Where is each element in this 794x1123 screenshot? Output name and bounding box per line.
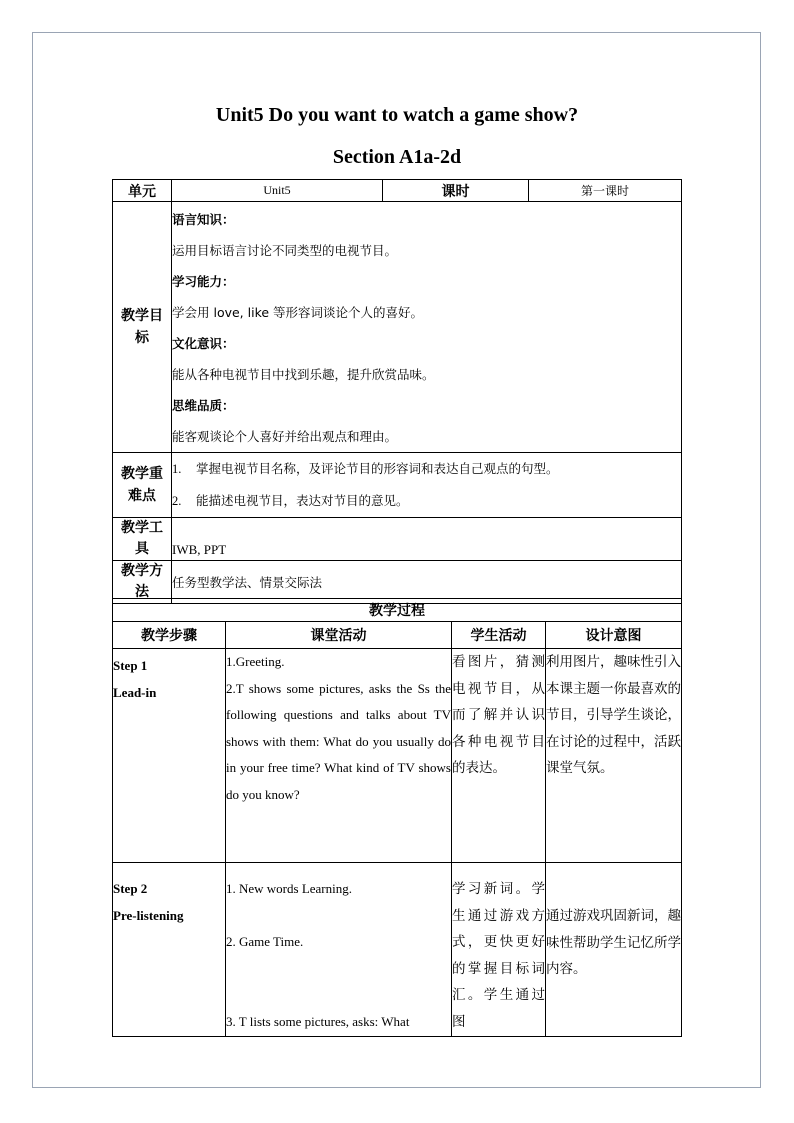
process-title: 教学过程 xyxy=(113,599,682,622)
purpose-cell: 通过游戏巩固新词，趣味性帮助学生记忆所学内容。 xyxy=(546,863,682,1037)
methods-value: 任务型教学法、情景交际法 xyxy=(172,561,682,604)
header-purpose: 设计意图 xyxy=(546,622,682,649)
unit-label: 单元 xyxy=(113,180,172,202)
activity-item: 1. New words Learning. xyxy=(226,881,352,896)
objective-text: 能客观谈论个人喜好并给出观点和理由。 xyxy=(172,429,398,444)
period-label: 课时 xyxy=(383,180,529,202)
activity-item: 2.T shows some pictures, asks the Ss the following questions and talks about TV shows with them: What do you usually do in your free time? What kind of TV shows do you know? xyxy=(226,680,451,802)
methods-label: 教学方法 xyxy=(113,561,172,604)
student-activity-cell: 学习新词。学生通过游戏方式，更快更好的掌握目标词汇。学生通过图 xyxy=(452,863,546,1037)
key-point-item xyxy=(172,453,681,485)
objectives-label: 教学目标 xyxy=(113,202,172,453)
tools-label: 教学工具 xyxy=(113,518,172,561)
key-point-text: 能描述电视节目，表达对节目的意见。 xyxy=(196,493,409,508)
tools-value: IWB, PPT xyxy=(172,518,682,561)
objective-heading: 学习能力： xyxy=(172,274,235,289)
header-activity: 课堂活动 xyxy=(226,622,452,649)
step-cell xyxy=(113,863,226,1037)
activity-item: 3. T lists some pictures, asks: What xyxy=(226,1014,410,1029)
objective-heading: 文化意识： xyxy=(172,336,235,351)
section-title: Section A1a-2d xyxy=(332,146,462,168)
key-point-number: 1. xyxy=(172,462,182,476)
key-points-content xyxy=(172,453,682,518)
document-title: Unit5 Do you want to watch a game show? xyxy=(215,104,579,126)
activity-cell xyxy=(226,649,452,863)
teaching-process-table xyxy=(112,598,682,1037)
step-name: Pre-listening xyxy=(113,907,184,923)
key-point-text: 掌握电视节目名称，及评论节目的形容词和表达自己观点的句型。 xyxy=(196,461,559,476)
purpose-cell: 利用图片，趣味性引入本课主题一你最喜欢的节目，引导学生谈论，在讨论的过程中，活跃课堂气氛。 xyxy=(546,649,682,863)
step-number: Step 1 xyxy=(113,658,148,673)
step-cell xyxy=(113,649,226,863)
key-point-item xyxy=(172,485,681,517)
period-value: 第一课时 xyxy=(529,180,682,202)
key-points-label: 教学重难点 xyxy=(113,453,172,518)
activity-cell xyxy=(226,863,452,1037)
step-name: Lead-in xyxy=(113,684,157,700)
student-activity-cell: 看图片，猜测电视节目，从而了解并认识各种电视节目的表达。 xyxy=(452,649,546,863)
objective-text: 学会用 love, like 等形容词谈论个人的喜好。 xyxy=(172,305,424,320)
key-point-number: 2. xyxy=(172,494,182,508)
objective-text: 运用目标语言讨论不同类型的电视节目。 xyxy=(172,243,398,258)
objective-heading: 语言知识： xyxy=(172,212,235,227)
objective-heading: 思维品质： xyxy=(172,398,235,413)
lesson-info-table xyxy=(112,179,682,604)
activity-item: 1.Greeting. xyxy=(226,654,285,669)
step-number: Step 2 xyxy=(113,881,148,896)
objectives-content xyxy=(172,202,682,453)
header-step: 教学步骤 xyxy=(113,622,226,649)
header-student: 学生活动 xyxy=(452,622,546,649)
activity-item: 2. Game Time. xyxy=(226,934,304,949)
objective-text: 能从各种电视节目中找到乐趣，提升欣赏品味。 xyxy=(172,367,435,382)
unit-value: Unit5 xyxy=(172,180,383,202)
